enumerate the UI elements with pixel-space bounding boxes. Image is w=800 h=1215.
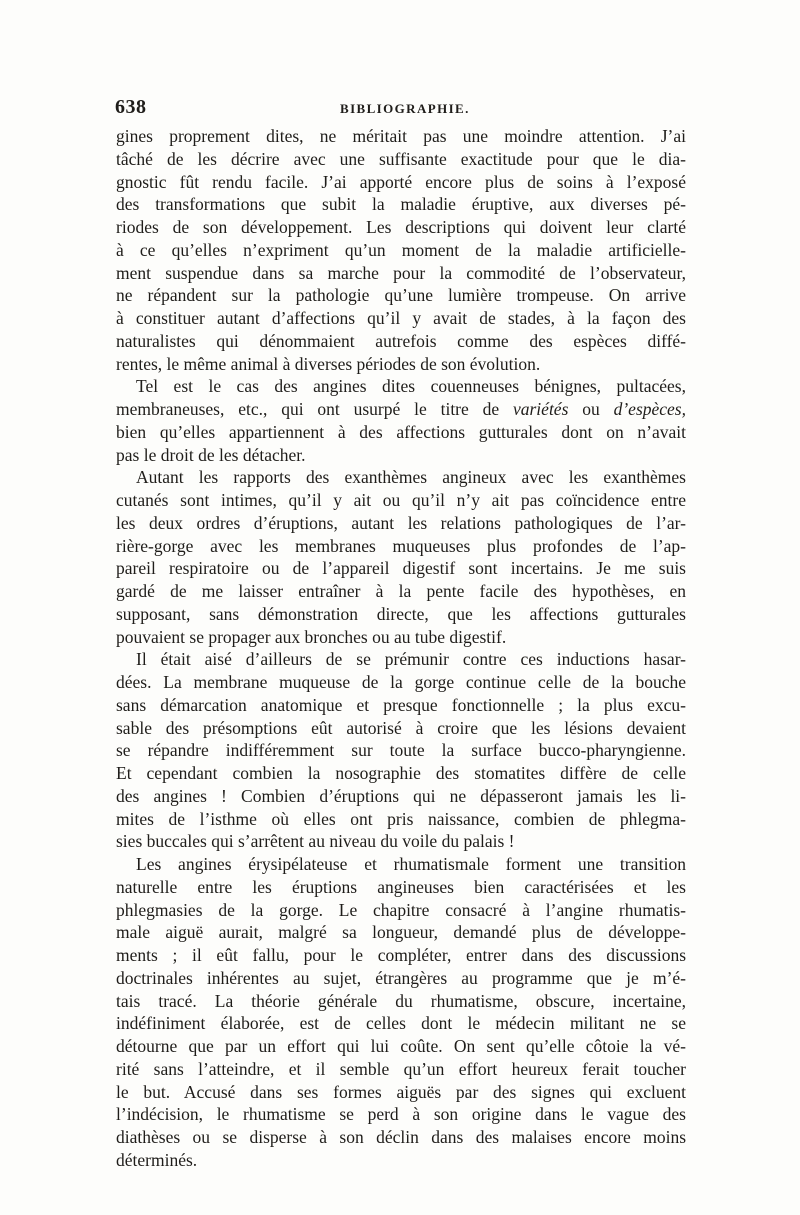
- page-number: 638: [115, 96, 147, 118]
- text-line: ment suspendue dans sa marche pour la commodité de l’observateur,: [116, 262, 686, 283]
- text-line: doctrinales inhérentes au sujet, étrangères au programme que je m’é-: [116, 967, 686, 988]
- text-line: sies buccales qui s’arrêtent au niveau du voile du palais !: [116, 831, 515, 852]
- text-line: ne répandent sur la pathologie qu’une lumière trompeuse. On arrive: [116, 285, 686, 306]
- text-line: [116, 398, 686, 421]
- text-line: pouvaient se propager aux bronches ou au tube digestif.: [116, 626, 507, 647]
- text-line: rière-gorge avec les membranes muqueuses plus profondes de l’ap-: [116, 535, 686, 556]
- text-line: rité sans l’atteindre, et il semble qu’un effort heureux ferait toucher: [116, 1058, 686, 1079]
- text-line: bien qu’elles appartiennent à des affections gutturales dont on n’avait: [116, 421, 686, 442]
- text-line: le but. Accusé dans ses formes aiguës par des signes qui excluent: [116, 1081, 686, 1102]
- text-line-segment: membraneuses, etc., qui ont usurpé le titre de: [116, 399, 513, 419]
- text-line-segment: ou: [568, 399, 614, 419]
- text-line: à constituer autant d’affections qu’il y avait de stades, à la façon des: [116, 308, 686, 328]
- text-line: pas le droit de les détacher.: [116, 444, 306, 465]
- text-line: sable des présomptions eût autorisé à croire que les lésions devaient: [116, 717, 686, 738]
- text-line: Les angines érysipélateuse et rhumatismale forment une transition: [136, 854, 686, 874]
- text-line: male aiguë aurait, malgré sa longueur, demandé plus de développe-: [116, 922, 686, 943]
- text-line: déterminés.: [116, 1149, 198, 1170]
- text-line: ments ; il eût fallu, pour le compléter, entrer dans des discussions: [116, 945, 686, 965]
- text-line: l’indécision, le rhumatisme se perd à son origine dans le vague des: [116, 1104, 686, 1125]
- body-text: [116, 125, 686, 1172]
- text-line: gnostic fût rendu facile. J’ai apporté encore plus de soins à l’exposé: [116, 171, 686, 192]
- text-line: les deux ordres d’éruptions, autant les relations pathologiques de l’ar-: [116, 512, 686, 533]
- text-line: détourne que par un effort qui lui coûte. On sent qu’elle côtoie la vé-: [116, 1036, 686, 1056]
- text-line: gardé de me laisser entraîner à la pente facile des hypothèses, en: [116, 581, 686, 601]
- text-line: à ce qu’elles n’expriment qu’un moment de la maladie artificielle-: [116, 239, 686, 260]
- text-line: Tel est le cas des angines dites couenneuses bénignes, pultacées,: [136, 376, 686, 397]
- text-line: tâché de les décrire avec une suffisante exactitude pour que le dia-: [116, 148, 686, 169]
- text-line: dées. La membrane muqueuse de la gorge continue celle de la bouche: [116, 672, 686, 692]
- text-line: diathèses ou se disperse à son déclin dans des malaises encore moins: [116, 1127, 686, 1147]
- text-line: pareil respiratoire ou de l’appareil digestif sont incertains. Je me suis: [116, 558, 686, 579]
- page-header: [113, 96, 683, 126]
- text-line: naturelle entre les éruptions angineuses bien caractérisées et les: [116, 876, 686, 897]
- italic-term: variétés: [512, 399, 569, 419]
- text-line: phlegmasies de la gorge. Le chapitre consacré à l’angine rhumatis-: [116, 899, 686, 920]
- text-line: naturalistes qui dénommaient autrefois comme des espèces diffé-: [116, 330, 686, 351]
- text-line: se répandre indifféremment sur toute la surface bucco-pharyngienne.: [116, 740, 686, 761]
- text-line: des angines ! Combien d’éruptions qui ne dépasseront jamais les li-: [116, 785, 686, 806]
- text-line: mites de l’isthme où elles ont pris naissance, combien de phlegma-: [116, 808, 686, 829]
- text-line: Et cependant combien la nosographie des stomatites diffère de celle: [116, 763, 686, 783]
- text-line: indéfiniment élaborée, est de celles dont le médecin militant ne se: [116, 1013, 686, 1034]
- text-line: supposant, sans démonstration directe, que les affections gutturales: [116, 603, 686, 624]
- text-line: cutanés sont intimes, qu’il y ait ou qu’il n’y ait pas coïncidence entre: [116, 490, 686, 510]
- italic-term: d’espèces,: [613, 399, 686, 419]
- text-line: tais tracé. La théorie générale du rhumatisme, obscure, incertaine,: [116, 990, 686, 1011]
- text-line: sans démarcation anatomique et presque fonctionnelle ; la plus excu-: [116, 694, 686, 715]
- text-line: gines proprement dites, ne méritait pas une moindre attention. J’ai: [116, 126, 686, 146]
- text-line: Il était aisé d’ailleurs de se prémunir contre ces inductions hasar-: [136, 649, 686, 670]
- text-line: riodes de son développement. Les descriptions qui doivent leur clarté: [116, 217, 686, 237]
- text-line: rentes, le même animal à diverses périodes de son évolution.: [116, 353, 541, 374]
- text-line: des transformations que subit la maladie éruptive, aux diverses pé-: [116, 194, 686, 215]
- text-line: Autant les rapports des exanthèmes angineux avec les exanthèmes: [136, 467, 686, 488]
- running-head: BIBLIOGRAPHIE.: [340, 101, 470, 116]
